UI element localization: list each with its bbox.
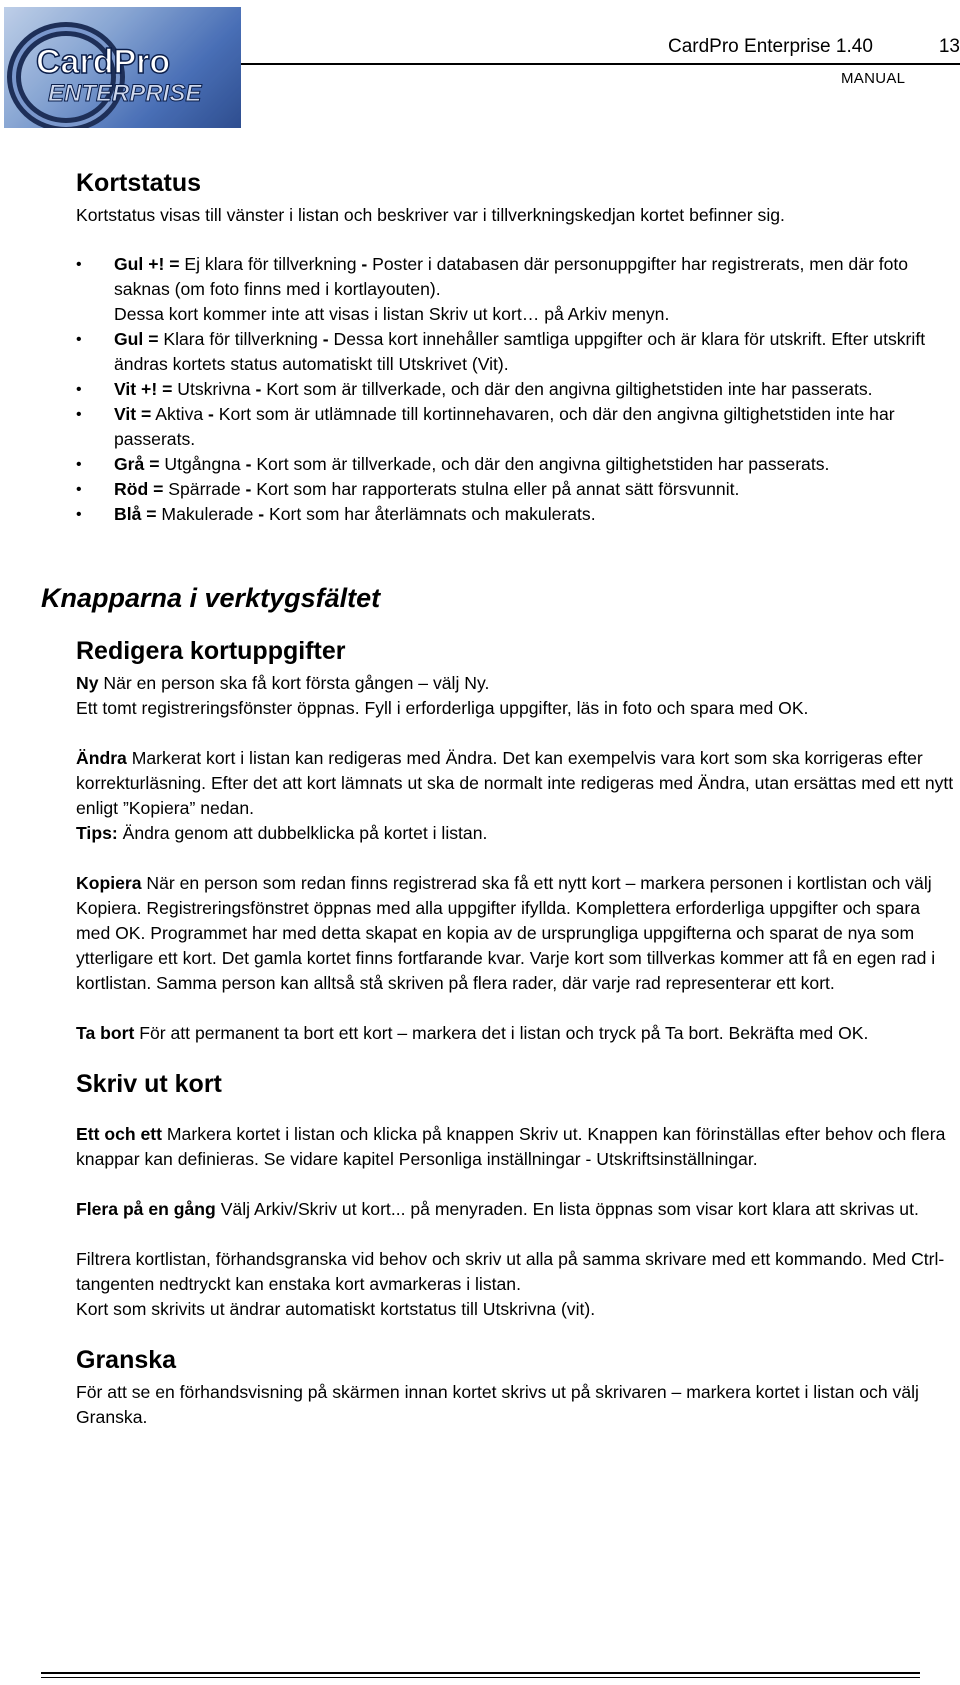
status-list [76, 252, 956, 527]
status-label: Gul = [114, 329, 159, 349]
bullet: • [76, 381, 82, 398]
header-subtitle: MANUAL [841, 70, 906, 87]
bullet: • [76, 256, 82, 273]
cardpro-enterprise-logo [4, 7, 241, 128]
list-item [76, 452, 956, 477]
ett-text: Markera kortet i listan och klicka på knappen Skriv ut. Knappen kan förinställas efter behov och flera knappar kan definieras. Se vidare kapitel Personliga inställningar - Utskriftsinställningar. [76, 1124, 946, 1169]
flera-text: Välj Arkiv/Skriv ut kort... på menyraden. En lista öppnas som visar kort klara att skrivas ut. [215, 1199, 919, 1219]
status-label: Gul +! = [114, 254, 180, 274]
kopiera-text: När en person som redan finns registrerad ska få ett nytt kort – markera personen i kortlistan och välj Kopiera. Registreringsfönstret öppnas med alla uppgifter ifyllda. Komplettera erforderliga uppgifter och spara med OK. Programmet har med detta skapat en kopia av de ursprungliga uppgifterna och sparat de nya som ytterligare ett kort. Det gamla kortet finns fortfarande kvar. Varje kort som tillverkas kommer att få en egen rad i kortlistan. Samma person kan alltså stå skriven på flera rader, där varje rad representerar ett kort. [76, 873, 936, 993]
term-ny: Ny [76, 673, 99, 693]
status-description: Kort som är tillverkade, och där den angivna giltighetstiden inte har passerats. [261, 379, 873, 399]
chapter-heading: Knapparna i verktygsfältet [41, 583, 381, 613]
footer-rule-thin [41, 1677, 920, 1678]
heading-redigera: Redigera kortuppgifter [76, 637, 346, 665]
bullet: • [76, 506, 82, 523]
status-name: Utgångna [159, 454, 246, 474]
status-description: Kort som är tillverkade, och där den angivna giltighetstiden har passerats. [251, 454, 830, 474]
header-title: CardPro Enterprise 1.40 [668, 36, 873, 57]
status-dash: - [255, 379, 262, 399]
status-dash: - [258, 504, 265, 524]
header-rule [241, 63, 960, 65]
andra-text: Markerat kort i listan kan redigeras med Ändra. Det kan exempelvis vara kort som ska korrigeras efter korrekturläsning. Efter det att kort lämnats ut ska de normalt inte redigeras med Ändra, utan ersättas med ett nytt enligt ”Kopiera” nedan. [76, 748, 954, 818]
filtrera-text: Filtrera kortlistan, förhandsgranska vid behov och skriv ut alla på samma skrivare med ett kommando. Med Ctrl-tangenten nedtryckt kan enstaka kort avmarkeras i listan. [76, 1249, 945, 1294]
term-kopiera: Kopiera [76, 873, 142, 893]
bullet: • [76, 406, 82, 423]
status-description: Poster i databasen där personuppgifter har registrerats, men där foto saknas (om foto finns med i kortlayouten). [114, 254, 909, 299]
status-description: Kort som har rapporterats stulna eller på annat sätt försvunnit. [251, 479, 740, 499]
status-label: Röd = [114, 479, 164, 499]
paragraph-ett-och-ett [76, 1122, 956, 1172]
footer-rule [41, 1672, 920, 1674]
status-name: Ej klara för tillverkning [179, 254, 362, 274]
heading-kortstatus: Kortstatus [76, 169, 202, 197]
logo-text-cardpro: CardPro [36, 43, 171, 81]
status-dash: - [361, 254, 368, 274]
filtrera-text-2: Kort som skrivits ut ändrar automatiskt kortstatus till Utskrivna (vit). [76, 1299, 596, 1319]
list-item [76, 377, 956, 402]
bullet: • [76, 481, 82, 498]
term-tips: Tips: [76, 823, 118, 843]
status-name: Makulerade [156, 504, 259, 524]
list-item [76, 477, 956, 502]
status-dash: - [322, 329, 329, 349]
heading-granska: Granska [76, 1346, 177, 1374]
paragraph-filtrera [76, 1247, 956, 1322]
heading-skriv: Skriv ut kort [76, 1070, 222, 1098]
tips-text: Ändra genom att dubbelklicka på kortet i listan. [117, 823, 488, 843]
status-name: Aktiva [151, 404, 209, 424]
status-label: Vit +! = [114, 379, 173, 399]
status-label: Vit = [114, 404, 152, 424]
paragraph-tabort [76, 1021, 956, 1046]
tabort-text: För att permanent ta bort ett kort – markera det i listan och tryck på Ta bort. Bekräfta med OK. [134, 1023, 869, 1043]
status-name: Spärrade [163, 479, 246, 499]
bullet: • [76, 456, 82, 473]
list-item [76, 252, 956, 327]
status-description: Kort som är utlämnade till kortinnehavaren, och där den angivna giltighetstiden inte har passerats. [114, 404, 895, 449]
kortstatus-intro: Kortstatus visas till vänster i listan och beskriver var i tillverkningskedjan kortet befinner sig. [76, 205, 785, 225]
term-andra: Ändra [76, 748, 127, 768]
term-flera: Flera på en gång [76, 1199, 216, 1219]
ny-text-2: Ett tomt registreringsfönster öppnas. Fyll i erforderliga uppgifter, läs in foto och spara med OK. [76, 698, 809, 718]
logo-text-enterprise: ENTERPRISE [48, 80, 202, 107]
status-name: Klara för tillverkning [158, 329, 323, 349]
paragraph-flera [76, 1197, 956, 1222]
paragraph-andra [76, 746, 956, 846]
bullet: • [76, 331, 82, 348]
page-content [41, 167, 956, 1430]
status-dash: - [208, 404, 214, 424]
list-item [76, 327, 956, 377]
term-tabort: Ta bort [76, 1023, 135, 1043]
status-label: Grå = [114, 454, 160, 474]
status-dash: - [245, 454, 252, 474]
status-label: Blå = [114, 504, 157, 524]
status-dash: - [245, 479, 252, 499]
status-extra: Dessa kort kommer inte att visas i listan Skriv ut kort… på Arkiv menyn. [114, 304, 670, 324]
paragraph-kopiera [76, 871, 956, 996]
status-description: Dessa kort innehåller samtliga uppgifter och är klara för utskrift. Efter utskrift ändras kortets status automatiskt till Utskrivet (Vit). [114, 329, 926, 374]
paragraph-granska: För att se en förhandsvisning på skärmen innan kortet skrivs ut på skrivaren – markera kortet i listan och välj Granska. [76, 1382, 919, 1427]
list-item [76, 402, 956, 452]
term-ett-och-ett: Ett och ett [76, 1124, 163, 1144]
list-item [76, 502, 956, 527]
page-number: 13 [938, 36, 960, 57]
status-name: Utskrivna [172, 379, 256, 399]
ny-text: När en person ska få kort första gången – välj Ny. [98, 673, 490, 693]
status-description: Kort som har återlämnats och makulerats. [264, 504, 596, 524]
paragraph-ny [76, 671, 956, 721]
